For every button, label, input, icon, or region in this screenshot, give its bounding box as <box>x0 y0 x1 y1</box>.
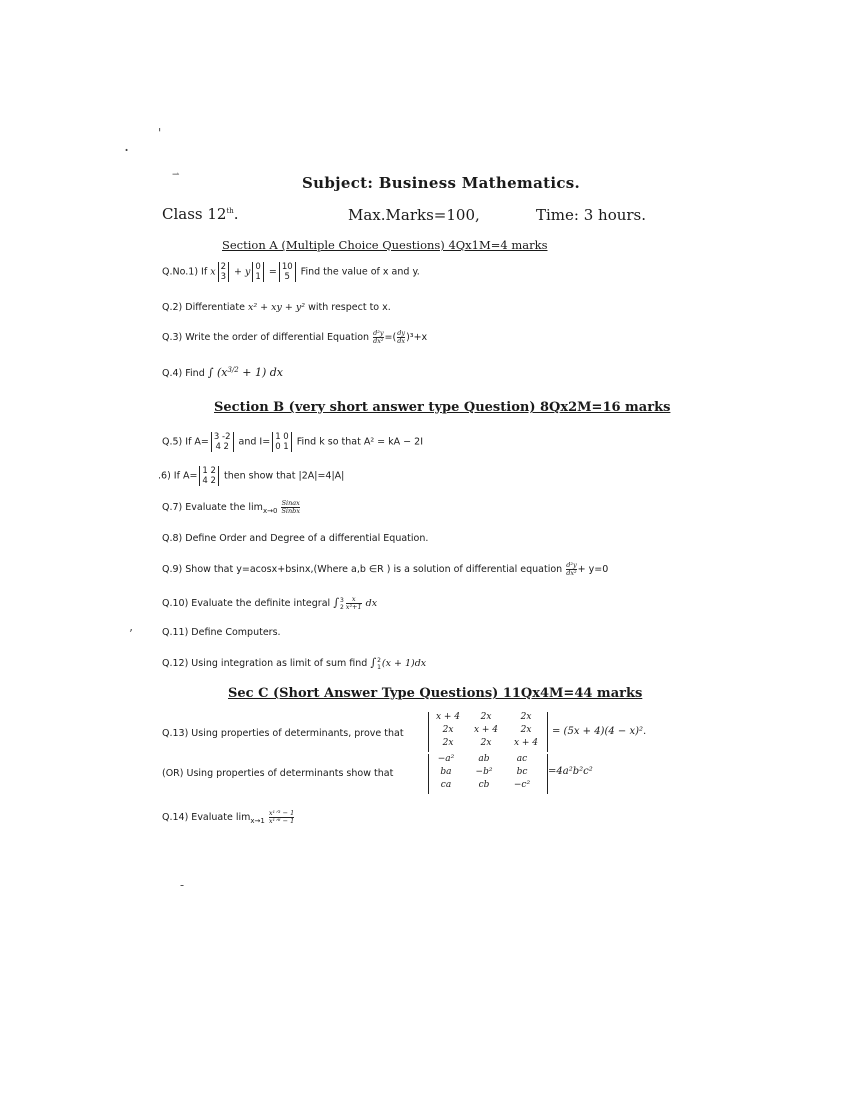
frac-den: Sinbx <box>281 507 300 515</box>
scan-mark: ’ <box>129 627 133 641</box>
matrix-row: 4 2 <box>215 442 229 452</box>
q5-mid: and I= <box>238 436 271 448</box>
q1-x: x <box>210 266 216 278</box>
q10-label: Q.10) Evaluate the definite integral <box>162 598 331 609</box>
q1-matrix-2 <box>252 262 263 282</box>
question-6 <box>158 466 344 486</box>
max-marks: Max.Marks=100, <box>348 206 480 224</box>
q2-label: Q.2) Differentiate <box>162 302 245 313</box>
q1-label: Q.No.1) If <box>162 266 208 278</box>
det-cell: x + 4 <box>473 725 499 735</box>
det-cell: cb <box>478 780 490 790</box>
integral-sign: ∫ <box>333 596 339 609</box>
question-7 <box>162 500 301 515</box>
question-9 <box>162 562 608 577</box>
q9-tail: + y=0 <box>577 564 609 575</box>
question-5 <box>162 432 423 452</box>
question-12 <box>162 656 426 671</box>
frac-num: d²y <box>373 329 384 337</box>
q7-fraction <box>281 500 300 515</box>
matrix-cell: 1 <box>255 272 261 282</box>
matrix-row: 1 0 <box>275 432 289 442</box>
scan-mark: - <box>180 878 185 892</box>
q6-matrix-a <box>199 466 219 486</box>
q7-label: Q.7) Evaluate the lim <box>162 502 263 513</box>
matrix-row: 1 2 <box>202 466 216 476</box>
upper-limit: 3 <box>339 596 344 604</box>
q14-label: Q.14) Evaluate lim <box>162 812 251 823</box>
question-1 <box>162 262 420 282</box>
det-cell: ca <box>440 780 452 790</box>
question-11: Q.11) Define Computers. <box>162 627 281 638</box>
det-cell: 2x <box>480 712 492 722</box>
matrix-row: 4 2 <box>202 476 216 486</box>
frac-num: Sinax <box>281 499 300 507</box>
frac-num: d²y <box>566 561 577 569</box>
class-sup: th <box>226 207 234 215</box>
question-8: Q.8) Define Order and Degree of a differential Equation. <box>162 533 429 544</box>
scan-mark: ' <box>158 126 162 140</box>
section-c-title: Sec C (Short Answer Type Questions) 11Qx4M=44 marks <box>228 686 643 701</box>
frac-den: x¹ᐟ⁶ − 1 <box>268 817 295 825</box>
q2-expr: x² + xy + y² <box>247 302 306 313</box>
upper-limit: 2 <box>377 656 381 664</box>
question-13-or-label: (OR) Using properties of determinants show that <box>162 768 394 779</box>
q13-result: = (5x + 4)(4 − x)². <box>552 726 647 737</box>
det-cell: bc <box>516 767 528 777</box>
q1-plus-y: + y <box>234 266 251 278</box>
class-label <box>162 205 239 223</box>
q7-sub: x→0 <box>262 506 278 515</box>
q1-matrix-3 <box>279 262 296 282</box>
det-cell: ac <box>516 754 528 764</box>
q1-eq: = <box>268 266 277 278</box>
question-10 <box>162 596 377 611</box>
frac-den: dx² <box>373 337 384 345</box>
q4-pow: 3/2 <box>227 366 239 374</box>
det-cell: −a² <box>437 754 455 764</box>
q10-tail: dx <box>365 598 378 609</box>
question-2 <box>162 302 391 313</box>
frac-den: dx <box>397 337 406 345</box>
q6-label: .6) If A= <box>158 470 198 482</box>
q14-sub: x→1 <box>250 816 265 825</box>
det-cell: 2x <box>442 725 454 735</box>
question-14 <box>162 810 295 825</box>
class-tail: . <box>233 205 239 223</box>
matrix-row: 0 1 <box>275 442 289 452</box>
q5-matrix-i <box>272 432 292 452</box>
q10-fraction <box>346 596 362 611</box>
matrix-cell: 0 <box>255 262 261 272</box>
frac-den: dx² <box>566 569 577 577</box>
or-result: =4a²b²c² <box>548 766 593 777</box>
q1-tail: Find the value of x and y. <box>300 266 420 278</box>
det-cell: x + 4 <box>513 738 539 748</box>
frac-den: x²+1 <box>345 603 362 611</box>
time-allowed: Time: 3 hours. <box>536 206 647 224</box>
q4-label: Q.4) Find <box>162 368 205 380</box>
det-cell: 2x <box>520 712 532 722</box>
q3-mid: =( <box>384 332 397 343</box>
frac-num: dy <box>397 329 406 337</box>
q3-fraction-2 <box>397 330 405 345</box>
frac-num: x¹ᐟ³ − 1 <box>268 809 295 817</box>
q6-tail: then show that |2A|=4|A| <box>223 470 345 482</box>
scan-mark: . <box>124 136 130 155</box>
q12-label: Q.12) Using integration as limit of sum find <box>162 658 368 669</box>
det-cell: 2x <box>520 725 532 735</box>
question-4 <box>162 366 283 379</box>
matrix-row: 3 -2 <box>213 432 231 442</box>
matrix-cell: 10 <box>281 262 293 272</box>
det-cell: ba <box>440 767 452 777</box>
q13-determinant <box>428 712 548 752</box>
matrix-cell: 5 <box>284 272 290 282</box>
q12-tail: (x + 1)dx <box>381 658 427 669</box>
q14-fraction <box>269 810 294 825</box>
q1-matrix-1 <box>218 262 229 282</box>
subject-title: Subject: Business Mathematics. <box>302 174 581 192</box>
frac-num: x <box>346 596 362 604</box>
matrix-cell: 2 <box>220 262 226 272</box>
q9-fraction <box>566 562 576 577</box>
q12-limits <box>377 657 381 671</box>
det-cell: ab <box>478 754 490 764</box>
q4-tail: + 1) dx <box>238 366 284 380</box>
scan-mark: ⇀ <box>172 170 180 180</box>
or-determinant <box>428 754 548 794</box>
matrix-cell: 3 <box>220 272 226 282</box>
det-cell: 2x <box>480 738 492 748</box>
q9-label: Q.9) Show that y=acosx+bsinx,(Where a,b ∈R ) is a solution of differential equation <box>162 564 563 575</box>
det-cell: −b² <box>475 767 493 777</box>
q5-matrix-a <box>211 432 234 452</box>
q3-tail: )³+x <box>406 332 428 343</box>
q5-label: Q.5) If A= <box>162 436 209 448</box>
det-cell: x + 4 <box>435 712 461 722</box>
section-a-title: Section A (Multiple Choice Questions) 4Qx1M=4 marks <box>222 238 548 252</box>
det-cell: 2x <box>442 738 454 748</box>
q3-fraction <box>373 330 383 345</box>
q3-label: Q.3) Write the order of differential Equation <box>162 332 370 343</box>
q4-expr: ∫ (x <box>207 366 228 380</box>
q5-tail: Find k so that A² = kA − 2I <box>296 436 424 448</box>
integral-sign: ∫ <box>370 656 377 669</box>
question-3 <box>162 330 427 345</box>
q2-tail: with respect to x. <box>308 302 391 313</box>
class-text: Class 12 <box>162 205 227 223</box>
lower-limit: 2 <box>339 603 344 611</box>
section-b-title: Section B (very short answer type Question) 8Qx2M=16 marks <box>214 400 671 415</box>
lower-limit: 1 <box>377 663 381 671</box>
det-cell: −c² <box>513 780 531 790</box>
q10-limits <box>340 597 344 611</box>
question-13-label: Q.13) Using properties of determinants, prove that <box>162 728 404 739</box>
